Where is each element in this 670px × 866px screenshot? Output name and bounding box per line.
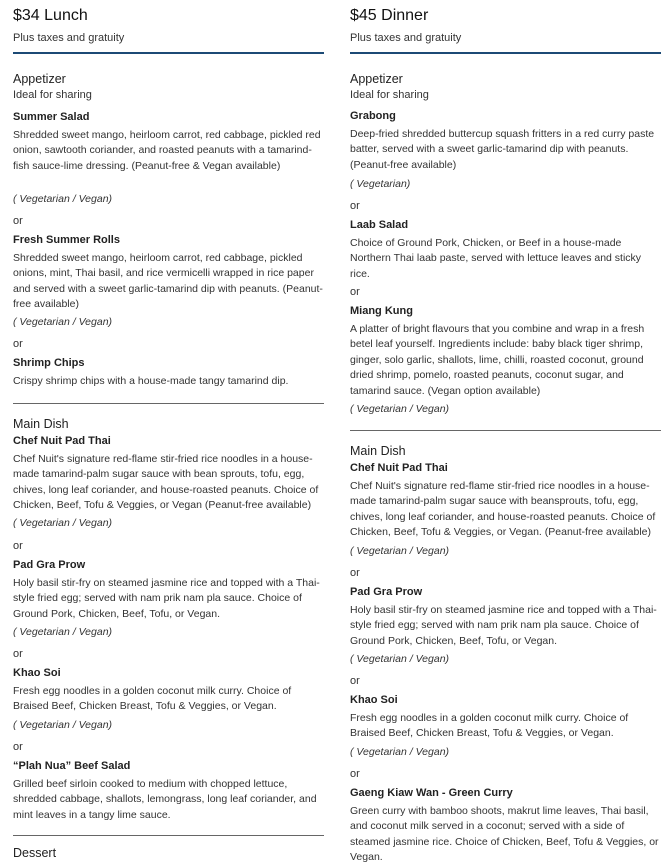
lunch-main-heading: Main Dish [13, 417, 69, 431]
menu-item-name: Summer Salad [13, 111, 90, 123]
dinner-main-item [350, 585, 661, 649]
menu-item-name: Chef Nuit Pad Thai [13, 435, 111, 447]
dinner-main-item [350, 461, 661, 541]
dinner-appetizer-note: Ideal for sharing [350, 89, 429, 101]
menu-item-description: Fresh egg noodles in a golden coconut milk curry. Choice of Braised Beef, Chicken Breast, Tofu & Veggies, or Vegan. [13, 685, 292, 713]
dinner-appetizer-item [350, 218, 661, 282]
dinner-main-heading-block [350, 444, 661, 459]
menu-item-tag: ( Vegetarian / Vegan) [350, 545, 450, 557]
dinner-main-heading: Main Dish [350, 444, 406, 458]
menu-item-name: Pad Gra Prow [13, 559, 86, 571]
or-separator: or [13, 338, 23, 350]
lunch-main-heading-block [13, 417, 324, 432]
menu-item-name: Chef Nuit Pad Thai [350, 462, 448, 474]
menu-item-tag: ( Vegetarian / Vegan) [13, 719, 113, 731]
menu-item-name: Gaeng Kiaw Wan - Green Curry [350, 787, 513, 799]
lunch-appetizer-heading: Appetizer [13, 72, 66, 86]
dinner-appetizer-heading: Appetizer [350, 72, 403, 86]
menu-item-name: Miang Kung [350, 305, 413, 317]
menu-item-name: Fresh Summer Rolls [13, 234, 120, 246]
or-separator: or [350, 200, 360, 212]
dinner-title: $45 Dinner [350, 7, 429, 24]
menu-item-tag: ( Vegetarian / Vegan) [350, 746, 450, 758]
menu-item-description: Holy basil stir-fry on steamed jasmine rice and topped with a Thai-style fried egg; served with nam prik nam pla sauce. Choice of Ground Pork, Chicken, Beef, Tofu, or Vegan. [13, 577, 320, 620]
dinner-subtitle: Plus taxes and gratuity [350, 32, 462, 44]
menu-item-tag: ( Vegetarian / Vegan) [350, 403, 450, 415]
dinner-appetizer-item [350, 304, 661, 399]
menu-item-name: Laab Salad [350, 219, 409, 231]
lunch-appetizer-heading-block [13, 72, 324, 102]
menu-item-description: Crispy shrimp chips with a house-made tangy tamarind dip. [13, 375, 289, 387]
menu-item-name: Pad Gra Prow [350, 586, 423, 598]
lunch-section-divider [13, 835, 324, 836]
or-separator: or [350, 567, 360, 579]
menu-item-description: Holy basil stir-fry on steamed jasmine rice and topped with a Thai-style fried egg; served with nam prik nam pla sauce. Choice of Ground Pork, Chicken, Beef, Tofu, or Vegan. [350, 604, 657, 647]
lunch-appetizer-item [13, 110, 324, 174]
lunch-appetizer-item [13, 356, 324, 389]
lunch-title-divider [13, 52, 324, 54]
menu-item-name: Khao Soi [13, 667, 61, 679]
menu-item-description: A platter of bright flavours that you combine and wrap in a fresh betel leaf yourself. Ingredients include: baby black tiger shrimp, ginger, solo garlic, shallots, lime, chilli, roasted coconut, ground dried shrimp, pomelo, roasted peanuts, coconut sugar, and tamarind sauce. (Vegan option available) [350, 323, 645, 397]
menu-item-description: Grilled beef sirloin cooked to medium with chopped lettuce, shredded cabbage, shallots, lemongrass, long leaf coriander, and mint leaves in a tangy lime sauce. [13, 778, 317, 821]
menu-item-description: Shredded sweet mango, heirloom carrot, red cabbage, pickled red onion, sawtooth coriander, and roasted peanuts with a tamarind-fish sauce-lime dressing. (Peanut-free & Vegan available) [13, 129, 321, 172]
lunch-appetizer-note: Ideal for sharing [13, 89, 92, 101]
menu-item-name: “Plah Nua” Beef Salad [13, 760, 131, 772]
or-separator: or [13, 648, 23, 660]
lunch-main-item [13, 666, 324, 715]
menu-item-tag: ( Vegetarian / Vegan) [13, 316, 113, 328]
dinner-appetizer-item [350, 109, 661, 173]
or-separator: or [13, 215, 23, 227]
menu-item-description: Choice of Ground Pork, Chicken, or Beef in a house-made Northern Thai laab paste, served with lettuce leaves and sticky rice. [350, 237, 642, 280]
lunch-main-item [13, 434, 324, 514]
lunch-title: $34 Lunch [13, 7, 88, 24]
dinner-section-divider [350, 430, 661, 431]
or-separator: or [13, 540, 23, 552]
dinner-main-item [350, 693, 661, 742]
or-separator: or [350, 675, 360, 687]
dinner-main-item [350, 786, 661, 866]
lunch-main-item [13, 558, 324, 622]
dinner-appetizer-heading-block [350, 72, 661, 102]
or-separator: or [350, 286, 360, 298]
menu-item-description: Chef Nuit's signature red-flame stir-fried rice noodles in a house-made tamarind-palm sugar sauce with beansprouts, tofu, egg, chives, long leaf coriander, and house-roasted peanuts. Choice of Chicken, Beef, Tofu & Veggies, or Vegan. (Peanut-free available) [350, 480, 656, 539]
lunch-main-item [13, 759, 324, 823]
menu-item-description: Deep-fried shredded buttercup squash fritters in a red curry paste batter, served with a sweet garlic-tamarind dip with peanuts. (Peanut-free available) [350, 128, 655, 171]
menu-item-tag: ( Vegetarian / Vegan) [13, 517, 113, 529]
menu-item-description: Green curry with bamboo shoots, makrut lime leaves, Thai basil, and coconut milk served in a coconut; served with a side of steamed jasmine rice. Choice of Chicken, Beef, Tofu & Veggies, or Vegan. [350, 805, 659, 864]
menu-item-name: Shrimp Chips [13, 357, 85, 369]
lunch-next-section-heading: Dessert [13, 846, 57, 860]
menu-item-description: Fresh egg noodles in a golden coconut milk curry. Choice of Braised Beef, Chicken Breast, Tofu & Veggies, or Vegan. [350, 712, 629, 740]
lunch-section-divider [13, 403, 324, 404]
menu-item-description: Shredded sweet mango, heirloom carrot, red cabbage, pickled onions, mint, Thai basil, and rice vermicelli wrapped in rice paper and served with a sweet garlic-tamarind dip with peanuts. (Peanut-free available) [13, 252, 323, 311]
dinner-title-divider [350, 52, 661, 54]
lunch-subtitle: Plus taxes and gratuity [13, 32, 125, 44]
or-separator: or [13, 741, 23, 753]
menu-item-name: Grabong [350, 110, 396, 122]
lunch-column [13, 0, 324, 860]
menu-item-tag: ( Vegetarian / Vegan) [13, 193, 113, 205]
menu-item-tag: ( Vegetarian / Vegan) [350, 653, 450, 665]
menu-item-tag: ( Vegetarian / Vegan) [13, 626, 113, 638]
menu-item-name: Khao Soi [350, 694, 398, 706]
or-separator: or [350, 768, 360, 780]
lunch-appetizer-item [13, 233, 324, 313]
dinner-column [350, 0, 661, 864]
menu-item-description: Chef Nuit's signature red-flame stir-fried rice noodles in a house-made tamarind-palm sugar sauce with bean sprouts, tofu, egg, chives, long leaf coriander, and house-roasted peanuts. Choice of Chicken, Beef, Tofu & Veggies, or Vegan (Peanut-free available) [13, 453, 319, 512]
menu-item-tag: ( Vegetarian) [350, 178, 411, 190]
